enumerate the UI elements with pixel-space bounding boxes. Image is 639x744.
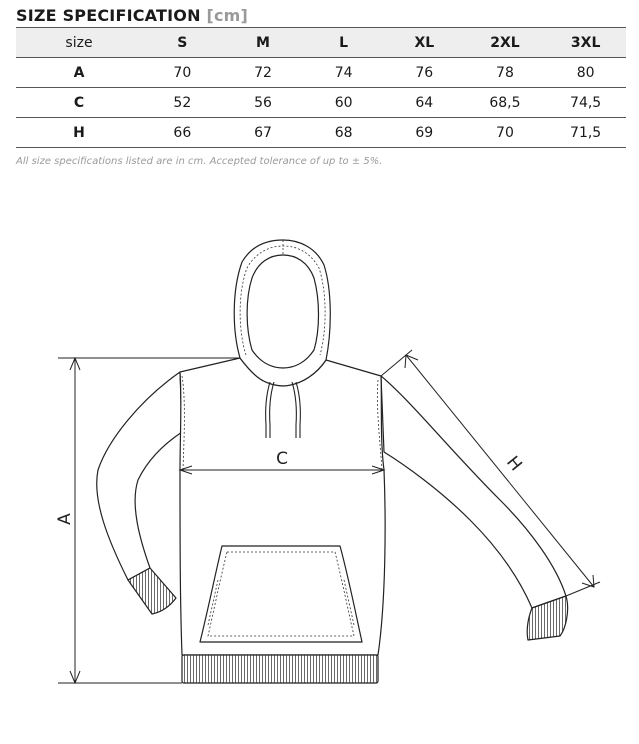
face-opening — [247, 255, 318, 368]
label-c: C — [276, 449, 288, 469]
header-cell-size: size — [16, 28, 142, 58]
table-cell: 69 — [384, 118, 465, 148]
title-text: SIZE SPECIFICATION — [16, 6, 201, 25]
kangaroo-pocket — [200, 546, 362, 642]
table-cell: 64 — [384, 88, 465, 118]
header-cell: 2XL — [465, 28, 546, 58]
table-cell: 68 — [303, 118, 384, 148]
header-cell: M — [223, 28, 304, 58]
tolerance-note: All size specifications listed are in cm. Accepted tolerance of up to ± 5%. — [16, 156, 383, 167]
label-a: A — [55, 513, 75, 525]
waistband — [182, 655, 378, 683]
right-sleeve — [381, 376, 566, 608]
table-cell: 66 — [142, 118, 223, 148]
table-cell: 56 — [223, 88, 304, 118]
header-cell: 3XL — [545, 28, 626, 58]
table-cell: 60 — [303, 88, 384, 118]
row-label: A — [16, 58, 142, 88]
table-cell: 67 — [223, 118, 304, 148]
table-cell: 76 — [384, 58, 465, 88]
table-cell: 70 — [465, 118, 546, 148]
table-cell: 80 — [545, 58, 626, 88]
row-label: C — [16, 88, 142, 118]
row-label: H — [16, 118, 142, 148]
table-cell: 78 — [465, 58, 546, 88]
header-cell: S — [142, 28, 223, 58]
header-cell: L — [303, 28, 384, 58]
table-cell: 70 — [142, 58, 223, 88]
table-cell: 68,5 — [465, 88, 546, 118]
table-cell: 72 — [223, 58, 304, 88]
header-cell: XL — [384, 28, 465, 58]
title-unit: [cm] — [206, 6, 249, 25]
table-cell: 71,5 — [545, 118, 626, 148]
left-sleeve — [97, 372, 182, 580]
table-cell: 52 — [142, 88, 223, 118]
table-cell: 74,5 — [545, 88, 626, 118]
label-h: H — [502, 452, 526, 476]
table-cell: 74 — [303, 58, 384, 88]
